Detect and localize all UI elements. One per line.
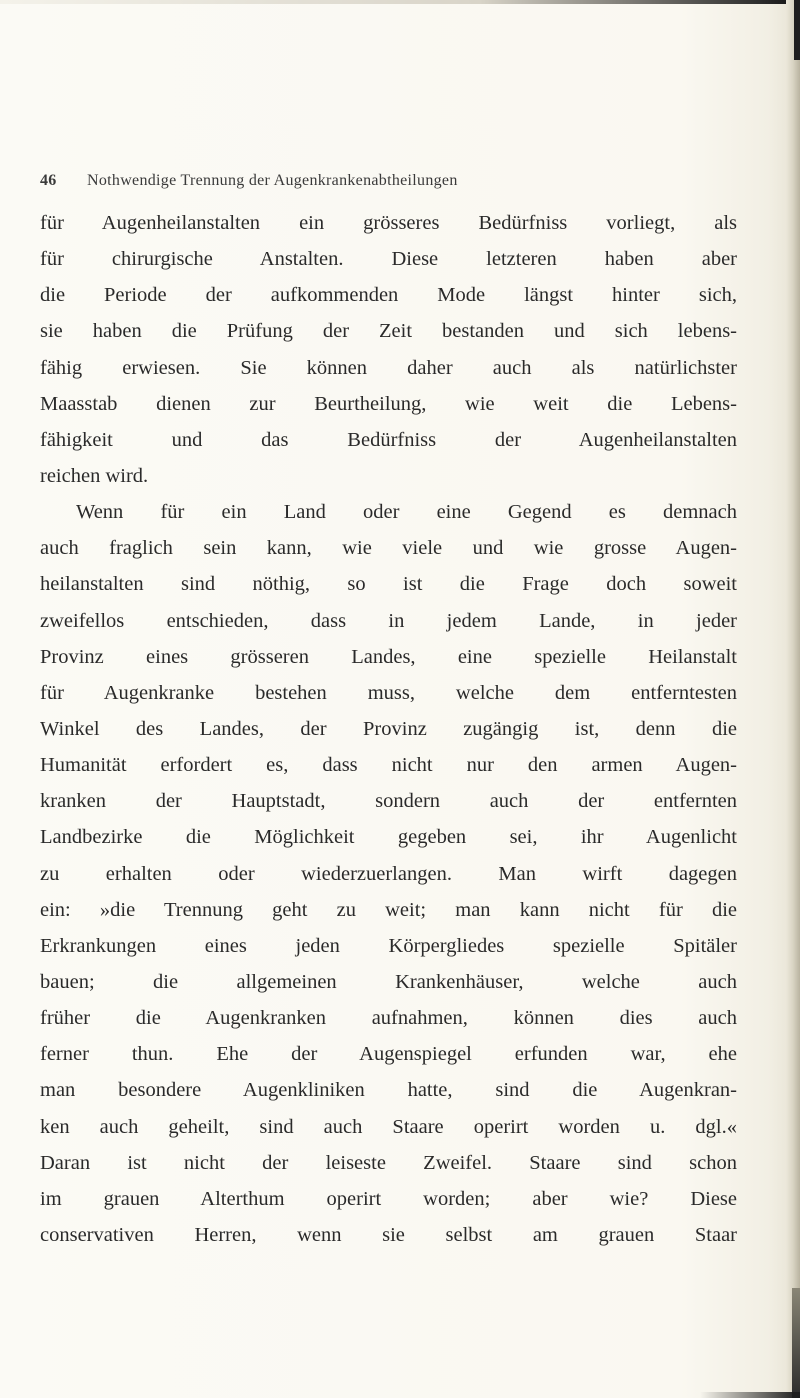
text-line: conservativen Herren, wenn sie selbst am grauen Staar — [40, 1223, 737, 1246]
text-line: ferner thun. Ehe der Augenspiegel erfunden war, ehe — [40, 1043, 737, 1066]
text-line: die Periode der aufkommenden Mode längst hinter sich, — [40, 284, 737, 307]
text-line: man besondere Augenkliniken hatte, sind die Augenkran- — [40, 1079, 737, 1102]
text-line: im grauen Alterthum operirt worden; aber wie? Diese — [40, 1187, 737, 1210]
bottom-edge-shadow — [700, 1392, 800, 1398]
page-number: 46 — [40, 172, 57, 189]
text-line: zweifellos entschieden, dass in jedem Lande, in jeder — [40, 609, 737, 632]
text-line: Wenn für ein Land oder eine Gegend es demnach — [76, 501, 737, 524]
body-text — [40, 205, 737, 1253]
running-title: Nothwendige Trennung der Augenkrankenabtheilungen — [87, 172, 458, 189]
text-line: kranken der Hauptstadt, sondern auch der entfernten — [40, 790, 737, 813]
text-line: fähig erwiesen. Sie können daher auch als natürlichster — [40, 356, 737, 379]
text-line: zu erhalten oder wiederzuerlangen. Man wirft dagegen — [40, 862, 737, 885]
text-line: ken auch geheilt, sind auch Staare operirt worden u. dgl.« — [40, 1115, 737, 1138]
text-line: fähigkeit und das Bedürfniss der Augenheilanstalten — [40, 428, 737, 451]
text-line: ein: »die Trennung geht zu weit; man kann nicht für die — [40, 898, 737, 921]
text-line: Winkel des Landes, der Provinz zugängig ist, denn die — [40, 717, 737, 740]
binding-shadow-top — [794, 0, 800, 60]
text-line: früher die Augenkranken aufnahmen, können dies auch — [40, 1007, 737, 1030]
text-line: auch fraglich sein kann, wie viele und wie grosse Augen- — [40, 537, 737, 560]
text-line: Maasstab dienen zur Beurtheilung, wie weit die Lebens- — [40, 392, 737, 415]
text-line: reichen wird. — [40, 464, 149, 487]
text-line: Daran ist nicht der leiseste Zweifel. Staare sind schon — [40, 1151, 737, 1174]
text-line: heilanstalten sind nöthig, so ist die Frage doch soweit — [40, 573, 737, 596]
page-edge — [786, 0, 800, 1398]
text-line: bauen; die allgemeinen Krankenhäuser, welche auch — [40, 970, 737, 993]
text-line: Provinz eines grösseren Landes, eine spezielle Heilanstalt — [40, 645, 737, 668]
running-header — [40, 172, 740, 194]
text-line: für Augenkranke bestehen muss, welche dem entferntesten — [40, 681, 737, 704]
text-line: sie haben die Prüfung der Zeit bestanden und sich lebens- — [40, 320, 737, 343]
text-line: für chirurgische Anstalten. Diese letzteren haben aber — [40, 248, 737, 271]
text-line: für Augenheilanstalten ein grösseres Bedürfniss vorliegt, als — [40, 212, 737, 234]
text-line: Humanität erfordert es, dass nicht nur den armen Augen- — [40, 754, 737, 777]
binding-shadow-bottom — [792, 1288, 800, 1398]
top-edge-shadow — [0, 0, 800, 4]
text-line: Erkrankungen eines jeden Körpergliedes spezielle Spitäler — [40, 934, 737, 957]
text-line: Landbezirke die Möglichkeit gegeben sei, ihr Augenlicht — [40, 826, 737, 849]
